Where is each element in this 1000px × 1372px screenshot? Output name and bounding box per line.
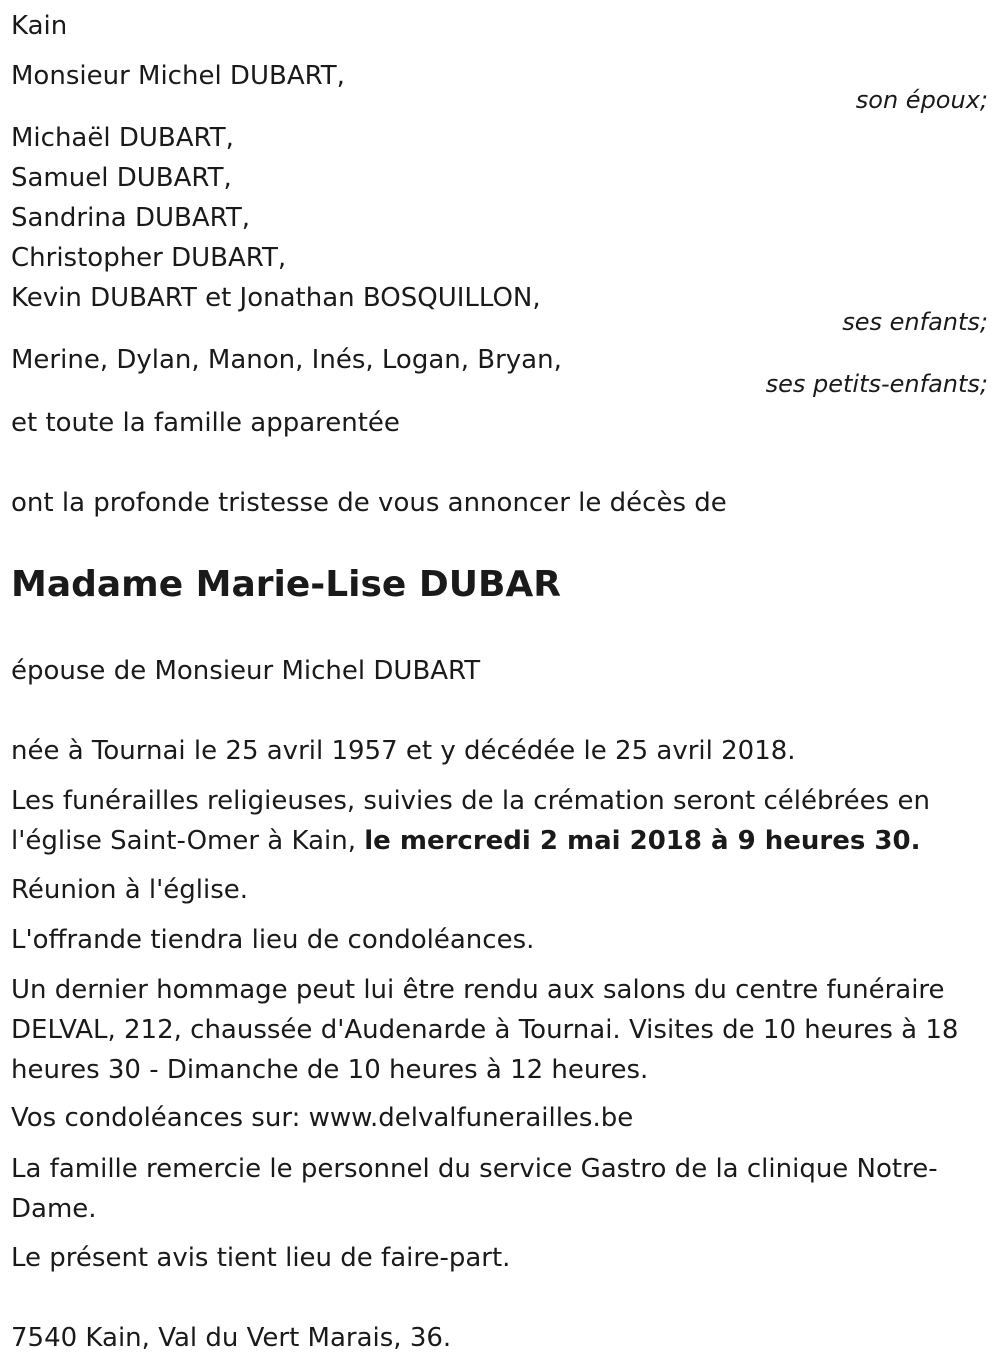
notice-line: Le présent avis tient lieu de faire-part. <box>11 1243 511 1273</box>
condolences-line: Vos condoléances sur: www.delvalfunerailles.be <box>11 1103 634 1133</box>
grandchildren-relation: ses petits-enfants; <box>765 370 988 398</box>
child-name: Christopher DUBART, <box>11 243 287 273</box>
meeting: Réunion à l'église. <box>11 875 249 905</box>
children-relation: ses enfants; <box>842 308 988 336</box>
grandchildren-names: Merine, Dylan, Manon, Inés, Logan, Bryan, <box>11 345 562 375</box>
funeral-date-time: le mercredi 2 mai 2018 à 9 heures 30. <box>364 826 921 856</box>
child-name: Sandrina DUBART, <box>11 203 251 233</box>
funeral-text: Les funérailles religieuses, suivies de la crémation seront célébrées en l'église Saint-Omer à Kain, <box>11 786 930 856</box>
address-line: 7540 Kain, Val du Vert Marais, 36. <box>11 1323 452 1353</box>
offering: L'offrande tiendra lieu de condoléances. <box>11 925 535 955</box>
child-name: Samuel DUBART, <box>11 163 232 193</box>
announcement: ont la profonde tristesse de vous annoncer le décès de <box>11 488 727 518</box>
thanks-paragraph: La famille remercie le personnel du service Gastro de la clinique Notre-Dame. <box>11 1154 938 1224</box>
family-line: et toute la famille apparentée <box>11 408 400 438</box>
spouse-name: Monsieur Michel DUBART, <box>11 61 345 91</box>
spouse-of: épouse de Monsieur Michel DUBART <box>11 656 481 686</box>
child-name: Michaël DUBART, <box>11 123 234 153</box>
child-name: Kevin DUBART et Jonathan BOSQUILLON, <box>11 283 541 313</box>
funeral-paragraph <box>11 781 986 861</box>
tribute-paragraph: Un dernier hommage peut lui être rendu aux salons du centre funéraire DELVAL, 212, chaussée d'Audenarde à Tournai. Visites de 10 heures à 18 heures 30 - Dimanche de 10 heures à 12 heures. <box>11 975 959 1085</box>
birth-death: née à Tournai le 25 avril 1957 et y décédée le 25 avril 2018. <box>11 736 796 766</box>
deceased-name: Madame Marie-Lise DUBAR <box>11 564 562 605</box>
place-header: Kain <box>11 11 68 41</box>
spouse-relation: son époux; <box>855 86 988 114</box>
